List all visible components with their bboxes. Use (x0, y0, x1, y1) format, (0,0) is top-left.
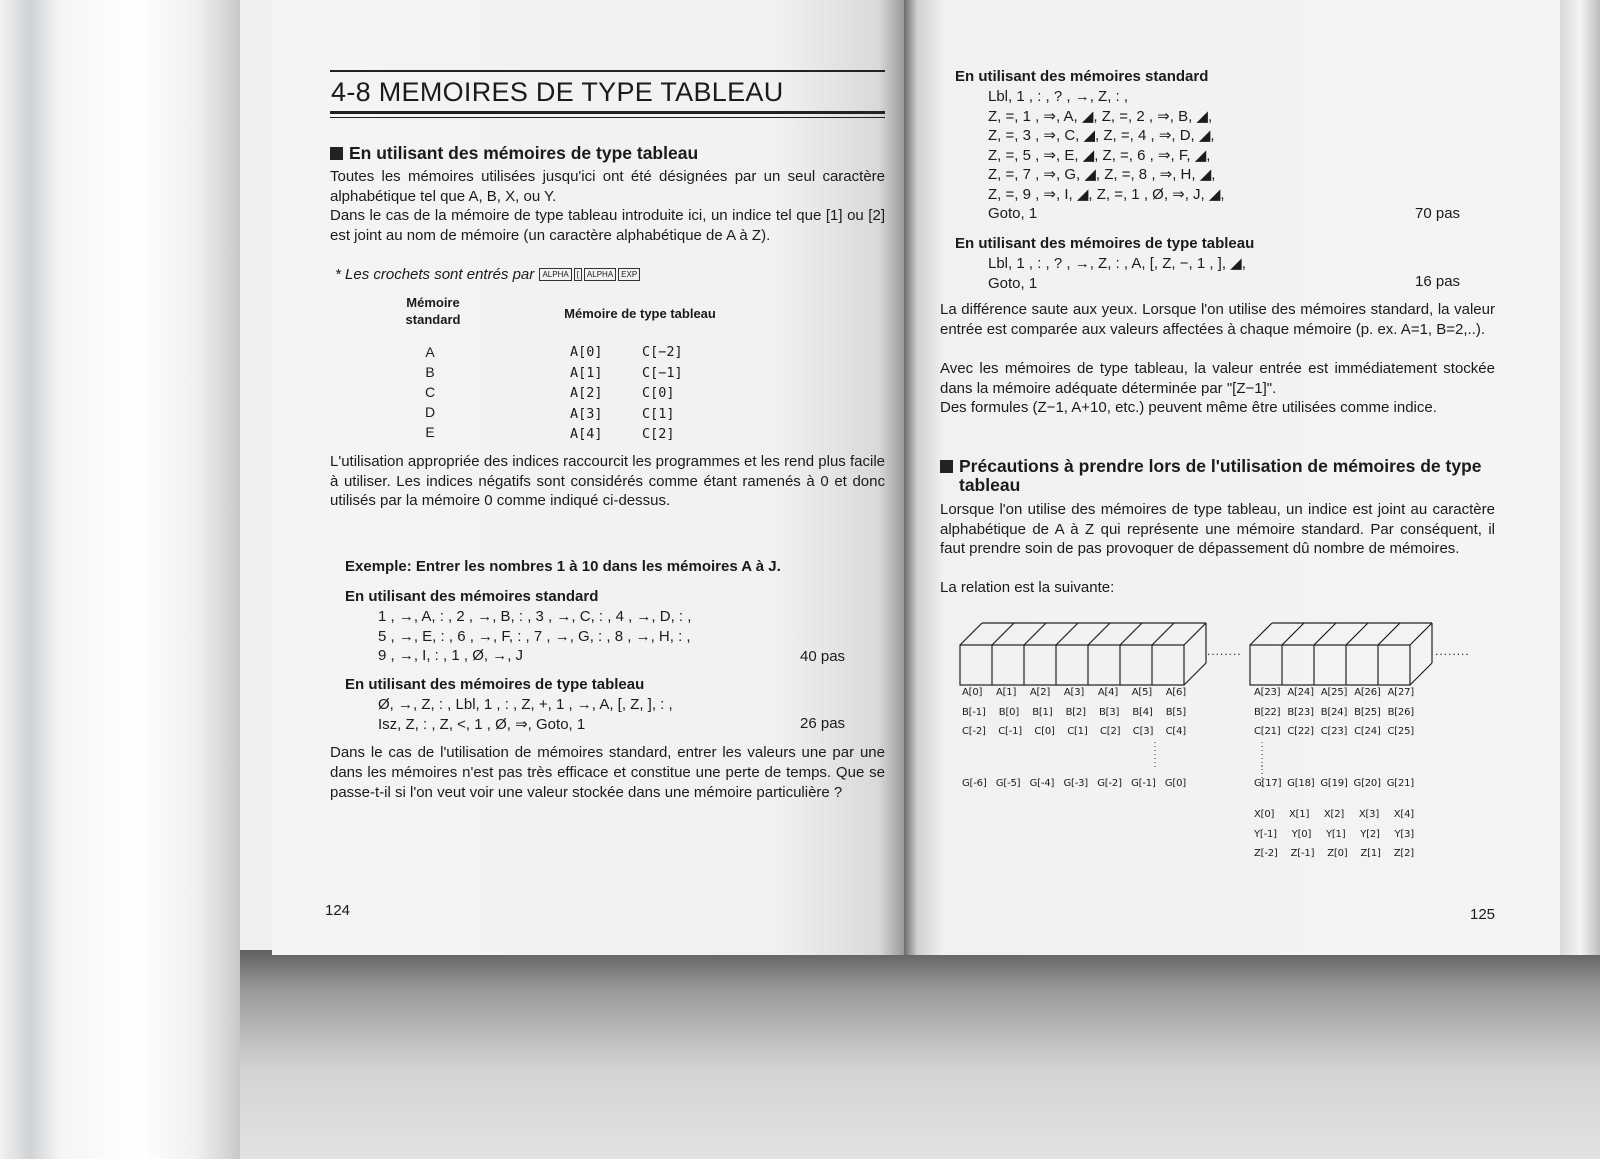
program-line: Z, =, 9 , ⇒, I, ◢, Z, =, 1 , Ø, ⇒, J, ◢, (988, 185, 1225, 203)
label-row-g (962, 774, 1186, 794)
cell-label: Z[0] (1327, 848, 1348, 859)
cell-label: Y[3] (1394, 828, 1414, 840)
cell-label: G[-1] (1131, 777, 1156, 789)
cell-label: B[3] (1098, 706, 1120, 718)
memory-block-row-right (1250, 623, 1432, 685)
cell-label: B[25] (1354, 706, 1381, 718)
table-cell: C[−2] (642, 344, 683, 360)
table-standard-column (420, 342, 440, 442)
indices-paragraph: L'utilisation appropriée des indices raccourcit les programmes et les rend plus facile à utiliser. Les indices négatifs sont considérés comme étant ramenés à 0 et donc utilisés par la mémoire 0 comme indiqué ci-dessus. (330, 453, 885, 509)
bracket-note (335, 265, 641, 285)
page-title: 4-8 MEMOIRES DE TYPE TABLEAU (331, 77, 784, 107)
diagram-right-labels (1254, 683, 1414, 864)
table-cell: C[−1] (642, 364, 683, 381)
program-line: Goto, 1 (988, 274, 1038, 292)
book-edge (1560, 0, 1600, 955)
memory-block-row-left (960, 623, 1206, 685)
label-row-b (1254, 703, 1414, 723)
cell-label: G[19] (1320, 777, 1348, 789)
cell-label: Y[2] (1360, 828, 1380, 840)
cell-label: B[22] (1254, 706, 1281, 718)
label-row-c (1254, 722, 1414, 742)
program-line: Z, =, 3 , ⇒, C, ◢, Z, =, 4 , ⇒, D, ◢, (988, 127, 1215, 144)
heading-bullet (330, 147, 343, 160)
cell-label: C[3] (1132, 726, 1154, 737)
cell-label: X[0] (1254, 809, 1275, 820)
ellipsis-right: ........ (1435, 644, 1470, 658)
cell-label: X[3] (1358, 809, 1380, 820)
cell-label: X[4] (1393, 809, 1414, 820)
ellipsis-middle: ........ (1207, 644, 1242, 658)
cell-label: C[0] (1034, 726, 1055, 737)
cell-label: G[20] (1353, 777, 1381, 789)
cell-label: G[18] (1287, 777, 1315, 789)
key-alpha-2: ALPHA (584, 268, 616, 281)
key-bracket: [ (574, 268, 582, 281)
cell-label: C[25] (1387, 726, 1414, 737)
cell-label: A[2] (1029, 687, 1051, 698)
program-line: Isz, Z, : , Z, <, 1 , Ø, ⇒, Goto, 1 (378, 715, 586, 733)
program-line: 5 , →, E, : , 6 , →, F, : , 7 , →, G, : , 8 , →, H, : , (378, 627, 691, 645)
label-row-b (962, 703, 1186, 723)
cell-label: X[2] (1323, 809, 1345, 820)
difference-paragraph: La différence saute aux yeux. Lorsque l'on utilise des mémoires standard, la valeur entrée est comparée aux valeurs affectées à chaque mémoire (p. ex. A=1, B=2,..). (940, 301, 1495, 338)
cell-label: A[27] (1387, 687, 1414, 698)
cell-label: G[-5] (995, 777, 1021, 789)
std-heading-right: En utilisant des mémoires standard (955, 68, 1209, 85)
label-row-c (962, 722, 1186, 742)
cell-label: Z[2] (1393, 848, 1414, 859)
cell-label: B[5] (1165, 706, 1186, 718)
cell-label: A[24] (1287, 687, 1314, 698)
dotted-separator (1254, 742, 1414, 774)
cell-label: Y[1] (1325, 828, 1346, 840)
table-header-standard: Mémoire standard (405, 295, 461, 327)
scanner-edge (0, 0, 240, 1159)
cell-label: B[-1] (962, 706, 986, 718)
cell-label: Z[1] (1360, 848, 1381, 859)
table-cell: C[1] (642, 405, 675, 422)
cell-label: C[22] (1287, 726, 1314, 737)
efficiency-paragraph: Dans le cas de l'utilisation de mémoires standard, entrer les valeurs une par une dans les mémoires n'est pas très efficace et constitue une perte de temps. Que se passe-t-il si l'on veut voir une valeur stockée dans une mémoire particulière ? (330, 744, 885, 801)
title-rule-top (330, 70, 885, 72)
cell-label: X[1] (1288, 809, 1310, 820)
label-row-g (1254, 774, 1414, 794)
cell-label: G[0] (1164, 777, 1186, 789)
array-heading-left: En utilisant des mémoires de type tableau (345, 676, 645, 693)
relation-label: La relation est la suivante: (940, 579, 1115, 596)
std-heading-left: En utilisant des mémoires standard (345, 588, 599, 605)
cell-label: B[1] (1032, 706, 1053, 718)
table-cell: B (425, 364, 435, 380)
cell-label: C[2] (1100, 726, 1121, 737)
key-alpha: ALPHA (539, 268, 571, 281)
program-line: Z, =, 7 , ⇒, G, ◢, Z, =, 8 , ⇒, H, ◢, (988, 166, 1216, 183)
array-program-left (378, 695, 673, 734)
cell-label: G[-3] (1063, 777, 1088, 789)
table-array-c-column (642, 342, 683, 445)
cell-label: Y[0] (1291, 828, 1312, 840)
cell-label: Y[-1] (1254, 828, 1277, 840)
diagram-left-labels (962, 683, 1186, 793)
page-number-left: 124 (325, 902, 351, 919)
cell-label: B[2] (1065, 706, 1086, 718)
table-cell: E (425, 424, 435, 440)
std-steps-left: 40 pas (800, 648, 846, 665)
program-line: 9 , →, I, : , 1 , Ø, →, J (378, 647, 524, 664)
cell-label: A[1] (995, 687, 1017, 698)
cell-label: C[-2] (962, 726, 986, 737)
label-row-y (1254, 825, 1414, 845)
scanner-bed (240, 950, 1600, 1159)
table-cell: A[4] (570, 426, 603, 442)
section-heading-text: Précautions à prendre lors de l'utilisation de mémoires de type (959, 456, 1482, 476)
cell-label: Z[-1] (1290, 848, 1315, 859)
array-program-right (988, 254, 1246, 293)
label-row-z (1254, 844, 1414, 864)
cell-label: C[21] (1254, 726, 1281, 737)
cell-label: B[26] (1387, 706, 1414, 718)
section-heading-text: En utilisant des mémoires de type tableau (349, 143, 699, 163)
table-array-a-column (570, 342, 603, 445)
bracket-note-text: * Les crochets sont entrés par (335, 266, 535, 283)
array-steps-right: 16 pas (1415, 273, 1461, 290)
key-exp: EXP (618, 268, 640, 281)
heading-bullet (940, 460, 953, 473)
section-heading-array (330, 143, 698, 164)
program-line: Ø, →, Z, : , Lbl, 1 , : , Z, +, 1 , →, A, [, Z, ], : , (378, 696, 673, 713)
label-row-a (962, 683, 1186, 703)
table-cell: A[0] (570, 344, 603, 360)
array-stored-paragraph: Avec les mémoires de type tableau, la valeur entrée est immédiatement stockée dans la mémoire adéquate déterminée par "[Z−1]". (940, 360, 1495, 397)
program-line: Z, =, 1 , ⇒, A, ◢, Z, =, 2 , ⇒, B, ◢, (988, 107, 1213, 125)
std-program-left (378, 607, 691, 666)
table-cell: A (425, 344, 435, 360)
program-line: Z, =, 5 , ⇒, E, ◢, Z, =, 6 , ⇒, F, ◢, (988, 146, 1211, 164)
cell-label: B[23] (1287, 706, 1314, 718)
example-title: Exemple: Entrer les nombres 1 à 10 dans les mémoires A à J. (345, 558, 781, 575)
intro-paragraph: Toutes les mémoires utilisées jusqu'ici ont été désignées par un seul caractère alphabétique tel que A, B, X, ou Y. (330, 168, 885, 205)
table-cell: A[2] (570, 385, 603, 401)
program-line: Lbl, 1 , : , ? , →, Z, : , (988, 88, 1129, 105)
table-header-array: Mémoire de type tableau (564, 306, 716, 321)
cell-label: B[24] (1320, 706, 1348, 718)
cell-label: C[23] (1320, 726, 1348, 737)
program-line: Lbl, 1 , : , ? , →, Z, : , A, [, Z, −, 1 , ], ◢, (988, 255, 1246, 272)
cell-label: A[6] (1165, 687, 1186, 698)
precautions-paragraph: Lorsque l'on utilise des mémoires de type tableau, un indice est joint au caractère alphabétique de A à Z qui représente une mémoire standard. Par conséquent, il faut prendre soin de pas provoquer de dépassement dû nombre de mémoires. (940, 501, 1495, 557)
dotted-separator-2 (1254, 793, 1414, 805)
cell-label: A[23] (1254, 687, 1281, 698)
table-cell: C[2] (642, 426, 675, 442)
title-rule-bottom (330, 111, 885, 114)
std-steps-right: 70 pas (1415, 205, 1461, 222)
cell-label: C[4] (1165, 726, 1186, 737)
page-number-right: 125 (1470, 906, 1496, 923)
title-rule-bottom-thin (330, 117, 885, 118)
cell-label: A[3] (1063, 687, 1085, 698)
table-cell: C[0] (642, 385, 675, 401)
cell-label: C[-1] (998, 726, 1022, 737)
cell-label: Z[-2] (1254, 848, 1278, 859)
array-heading-right: En utilisant des mémoires de type tableau (955, 235, 1255, 252)
label-row-a (1254, 683, 1414, 703)
array-intro-paragraph: Dans le cas de la mémoire de type tableau introduite ici, un indice tel que [1] ou [2] est joint au nom de mémoire (un caractère alphabétique de A à Z). (330, 207, 885, 244)
cell-label: A[0] (962, 687, 983, 698)
cell-label: B[0] (998, 706, 1020, 718)
formula-paragraph: Des formules (Z−1, A+10, etc.) peuvent même être utilisées comme indice. (940, 399, 1437, 416)
cell-label: C[24] (1354, 726, 1381, 737)
cell-label: G[17] (1254, 777, 1282, 789)
cell-label: G[21] (1386, 777, 1414, 789)
cell-label: A[4] (1097, 687, 1119, 698)
table-cell: A[3] (570, 405, 603, 422)
cell-label: G[-6] (962, 777, 987, 789)
vertical-dots-left (1150, 742, 1160, 772)
cell-label: A[26] (1354, 687, 1381, 698)
cell-label: C[1] (1067, 726, 1088, 737)
cell-label: A[25] (1320, 687, 1348, 698)
cell-label: G[-2] (1097, 777, 1122, 789)
section-heading-precautions (940, 456, 1482, 477)
program-line: Goto, 1 (988, 205, 1038, 222)
program-line: 1 , →, A, : , 2 , →, B, : , 3 , →, C, : , 4 , →, D, : , (378, 608, 692, 625)
table-cell: A[1] (570, 364, 603, 381)
table-cell: D (424, 404, 436, 420)
cell-label: B[4] (1132, 706, 1153, 718)
cell-label: A[5] (1131, 687, 1152, 698)
array-steps-left: 26 pas (800, 715, 846, 732)
std-program-right (988, 87, 1225, 224)
table-cell: C (424, 384, 436, 400)
section-heading-precautions-line2: tableau (959, 475, 1021, 495)
cell-label: G[-4] (1029, 777, 1055, 789)
label-row-x (1254, 805, 1414, 825)
vertical-dots-right-2 (1257, 765, 1267, 789)
